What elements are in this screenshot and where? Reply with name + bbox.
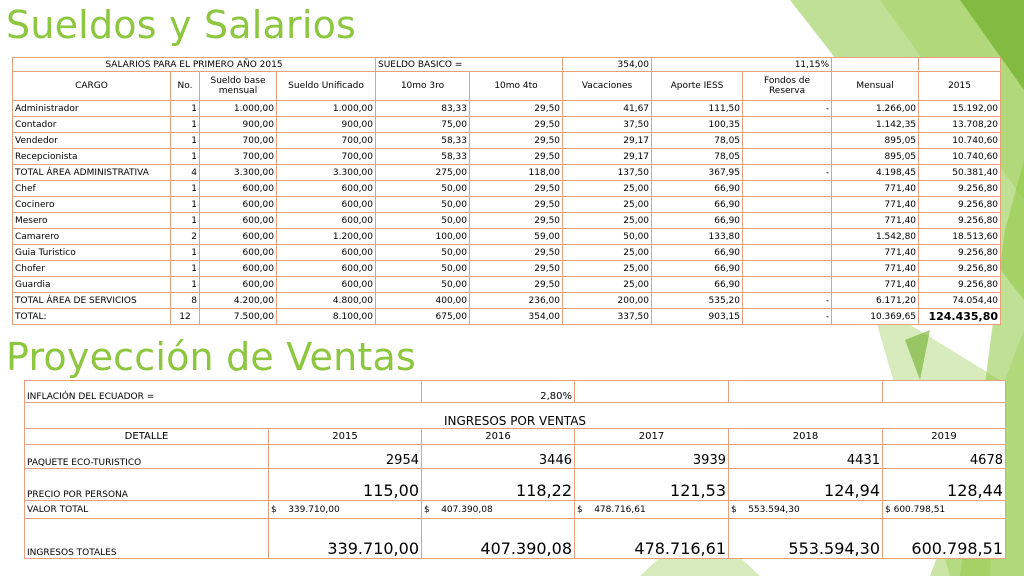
cell-sueldo-unificado: 600,00	[277, 181, 376, 197]
cell-no: 1	[171, 117, 200, 133]
precio-value: 118,22	[422, 469, 575, 501]
cell-aporte-iess: 66,90	[652, 181, 743, 197]
cell-fondos-reserva	[743, 229, 832, 245]
cell-10mo-4to: 29,50	[470, 261, 563, 277]
cell-sueldo-unificado: 600,00	[277, 245, 376, 261]
cell-sueldo-base: 600,00	[200, 245, 277, 261]
cell-10mo-3ro: 50,00	[376, 245, 470, 261]
cell-10mo-4to: 59,00	[470, 229, 563, 245]
cell-no: 12	[171, 309, 200, 325]
cell-10mo-3ro: 50,00	[376, 197, 470, 213]
cell-fondos-reserva: -	[743, 293, 832, 309]
valor-total-amount: 478.716,61	[594, 504, 646, 515]
header-sueldo-unificado: Sueldo Unificado	[277, 72, 376, 101]
cell-10mo-4to: 29,50	[470, 277, 563, 293]
cell-sueldo-base: 600,00	[200, 261, 277, 277]
cell-cargo: Mesero	[13, 213, 171, 229]
cell-cargo: Administrador	[13, 101, 171, 117]
valor-total-value	[269, 501, 422, 519]
cell-aporte-iess: 535,20	[652, 293, 743, 309]
salarios-table	[12, 57, 1001, 325]
cell-cargo: Contador	[13, 117, 171, 133]
cell-sueldo-base: 700,00	[200, 149, 277, 165]
precio-label: PRECIO POR PERSONA	[25, 469, 269, 501]
cell-anual-2015: 18.513,60	[919, 229, 1001, 245]
valor-total-value	[575, 501, 729, 519]
sueldo-basico-valor: 354,00	[563, 58, 652, 72]
empty-cell	[883, 381, 1006, 403]
header-10mo-3ro: 10mo 3ro	[376, 72, 470, 101]
header-10mo-4to: 10mo 4to	[470, 72, 563, 101]
cell-10mo-3ro: 100,00	[376, 229, 470, 245]
paquete-value: 4431	[729, 445, 883, 469]
salarios-row	[13, 149, 1001, 165]
valor-total-label: VALOR TOTAL	[25, 501, 269, 519]
cell-aporte-iess: 100,35	[652, 117, 743, 133]
cell-sueldo-base: 1.000,00	[200, 101, 277, 117]
cell-10mo-4to: 29,50	[470, 117, 563, 133]
header-2015: 2015	[919, 72, 1001, 101]
cell-mensual: 4.198,45	[832, 165, 919, 181]
cell-anual-2015: 10.740,60	[919, 149, 1001, 165]
ingresos-totales-value: 478.716,61	[575, 519, 729, 559]
cell-anual-2015: 15.192,00	[919, 101, 1001, 117]
cell-no: 1	[171, 181, 200, 197]
salarios-row	[13, 277, 1001, 293]
header-aporte-iess: Aporte IESS	[652, 72, 743, 101]
cell-cargo: Camarero	[13, 229, 171, 245]
cell-vacaciones: 25,00	[563, 197, 652, 213]
year-2016: 2016	[422, 429, 575, 445]
cell-sueldo-base: 600,00	[200, 229, 277, 245]
cell-vacaciones: 41,67	[563, 101, 652, 117]
cell-cargo: Guia Turistico	[13, 245, 171, 261]
cell-vacaciones: 50,00	[563, 229, 652, 245]
cell-vacaciones: 25,00	[563, 261, 652, 277]
cell-mensual: 771,40	[832, 213, 919, 229]
cell-cargo: Cocinero	[13, 197, 171, 213]
cell-anual-2015: 74.054,40	[919, 293, 1001, 309]
cell-mensual: 6.171,20	[832, 293, 919, 309]
cell-vacaciones: 200,00	[563, 293, 652, 309]
cell-mensual: 1.266,00	[832, 101, 919, 117]
cell-sueldo-unificado: 600,00	[277, 213, 376, 229]
header-vacaciones: Vacaciones	[563, 72, 652, 101]
cell-sueldo-unificado: 700,00	[277, 133, 376, 149]
cell-fondos-reserva	[743, 261, 832, 277]
cell-no: 1	[171, 261, 200, 277]
cell-10mo-3ro: 50,00	[376, 261, 470, 277]
sueldo-basico-label: SUELDO BASICO =	[376, 58, 563, 72]
inflacion-row	[25, 381, 1006, 403]
cell-sueldo-unificado: 1.200,00	[277, 229, 376, 245]
cell-mensual: 771,40	[832, 277, 919, 293]
cell-cargo: Guardia	[13, 277, 171, 293]
salarios-header-row	[13, 72, 1001, 101]
cell-vacaciones: 25,00	[563, 181, 652, 197]
cell-mensual: 771,40	[832, 261, 919, 277]
valor-total-row	[25, 501, 1006, 519]
cell-aporte-iess: 66,90	[652, 213, 743, 229]
cell-fondos-reserva: -	[743, 165, 832, 181]
header-sueldo-base: Sueldo base mensual	[200, 72, 277, 101]
cell-fondos-reserva	[743, 277, 832, 293]
cell-10mo-4to: 29,50	[470, 197, 563, 213]
cell-sueldo-base: 600,00	[200, 277, 277, 293]
cell-anual-2015: 13.708,20	[919, 117, 1001, 133]
valor-total-value	[422, 501, 575, 519]
cell-mensual: 771,40	[832, 181, 919, 197]
paquete-value: 2954	[269, 445, 422, 469]
cell-no: 1	[171, 149, 200, 165]
precio-value: 124,94	[729, 469, 883, 501]
cell-vacaciones: 25,00	[563, 213, 652, 229]
cell-sueldo-unificado: 600,00	[277, 261, 376, 277]
salarios-body	[13, 101, 1001, 325]
cell-anual-2015: 9.256,80	[919, 261, 1001, 277]
cell-vacaciones: 337,50	[563, 309, 652, 325]
cell-10mo-3ro: 58,33	[376, 149, 470, 165]
cell-10mo-4to: 29,50	[470, 101, 563, 117]
cell-mensual: 771,40	[832, 245, 919, 261]
cell-10mo-4to: 29,50	[470, 149, 563, 165]
precio-value: 128,44	[883, 469, 1006, 501]
cell-anual-2015: 9.256,80	[919, 277, 1001, 293]
cell-mensual: 1.142,35	[832, 117, 919, 133]
cell-no: 1	[171, 197, 200, 213]
cell-aporte-iess: 111,50	[652, 101, 743, 117]
cell-anual-2015: 9.256,80	[919, 197, 1001, 213]
salarios-row	[13, 197, 1001, 213]
currency-sign: $	[577, 504, 583, 515]
salarios-row	[13, 101, 1001, 117]
cell-sueldo-base: 600,00	[200, 181, 277, 197]
cell-10mo-3ro: 58,33	[376, 133, 470, 149]
empty-cell	[919, 58, 1001, 72]
salarios-top-row	[13, 58, 1001, 72]
ingresos-totales-value: 600.798,51	[883, 519, 1006, 559]
cell-sueldo-unificado: 700,00	[277, 149, 376, 165]
currency-sign: $	[424, 504, 430, 515]
cell-sueldo-base: 4.200,00	[200, 293, 277, 309]
cell-vacaciones: 29,17	[563, 149, 652, 165]
cell-aporte-iess: 78,05	[652, 149, 743, 165]
cell-fondos-reserva	[743, 117, 832, 133]
valor-total-amount: 407.390,08	[441, 504, 493, 515]
cell-anual-2015: 124.435,80	[919, 309, 1001, 325]
inflacion-valor: 2,80%	[422, 381, 575, 403]
cell-aporte-iess: 367,95	[652, 165, 743, 181]
ingresos-totales-value: 553.594,30	[729, 519, 883, 559]
cell-aporte-iess: 66,90	[652, 277, 743, 293]
cell-anual-2015: 9.256,80	[919, 213, 1001, 229]
year-2017: 2017	[575, 429, 729, 445]
valor-total-amount: 339.710,00	[288, 504, 340, 515]
precio-value: 115,00	[269, 469, 422, 501]
valor-total-amount: 600.798,51	[893, 504, 946, 515]
seccion-row	[25, 403, 1006, 429]
salarios-row	[13, 229, 1001, 245]
cell-cargo: Recepcionista	[13, 149, 171, 165]
detalle-label: DETALLE	[25, 429, 269, 445]
currency-sign: $	[885, 504, 891, 515]
cell-10mo-3ro: 50,00	[376, 213, 470, 229]
cell-sueldo-unificado: 8.100,00	[277, 309, 376, 325]
header-mensual: Mensual	[832, 72, 919, 101]
currency-sign: $	[731, 504, 737, 515]
cell-10mo-4to: 29,50	[470, 245, 563, 261]
cell-sueldo-unificado: 900,00	[277, 117, 376, 133]
cell-mensual: 895,05	[832, 149, 919, 165]
cell-no: 2	[171, 229, 200, 245]
cell-no: 4	[171, 165, 200, 181]
cell-10mo-3ro: 275,00	[376, 165, 470, 181]
cell-no: 8	[171, 293, 200, 309]
valor-total-value	[729, 501, 883, 519]
cell-vacaciones: 25,00	[563, 277, 652, 293]
cell-fondos-reserva	[743, 133, 832, 149]
periodo-cell: SALARIOS PARA EL PRIMERO AÑO 2015	[13, 58, 376, 72]
cell-10mo-4to: 29,50	[470, 213, 563, 229]
cell-10mo-4to: 354,00	[470, 309, 563, 325]
cell-aporte-iess: 133,80	[652, 229, 743, 245]
currency-sign: $	[271, 504, 277, 515]
cell-sueldo-unificado: 4.800,00	[277, 293, 376, 309]
cell-10mo-4to: 118,00	[470, 165, 563, 181]
cell-no: 1	[171, 101, 200, 117]
ingresos-por-ventas-heading: INGRESOS POR VENTAS	[25, 403, 1006, 429]
paquete-value: 3446	[422, 445, 575, 469]
ingresos-totales-value: 407.390,08	[422, 519, 575, 559]
paquete-value: 4678	[883, 445, 1006, 469]
cell-cargo: Vendedor	[13, 133, 171, 149]
cell-10mo-4to: 29,50	[470, 181, 563, 197]
cell-mensual: 771,40	[832, 197, 919, 213]
cell-aporte-iess: 78,05	[652, 133, 743, 149]
cell-fondos-reserva	[743, 197, 832, 213]
cell-vacaciones: 25,00	[563, 245, 652, 261]
ingresos-totales-row	[25, 519, 1006, 559]
title-proyeccion-ventas: Proyección de Ventas	[6, 335, 416, 379]
cell-no: 1	[171, 277, 200, 293]
empty-cell	[575, 381, 729, 403]
detalle-row	[25, 429, 1006, 445]
cell-fondos-reserva	[743, 245, 832, 261]
title-sueldos-salarios: Sueldos y Salarios	[6, 3, 357, 47]
cell-10mo-4to: 29,50	[470, 133, 563, 149]
cell-aporte-iess: 66,90	[652, 245, 743, 261]
cell-10mo-3ro: 75,00	[376, 117, 470, 133]
cell-aporte-iess: 66,90	[652, 261, 743, 277]
empty-cell	[729, 381, 883, 403]
cell-sueldo-base: 700,00	[200, 133, 277, 149]
cell-10mo-3ro: 400,00	[376, 293, 470, 309]
porcentaje-cell: 11,15%	[652, 58, 832, 72]
cell-fondos-reserva	[743, 213, 832, 229]
cell-sueldo-base: 3.300,00	[200, 165, 277, 181]
cell-10mo-3ro: 50,00	[376, 277, 470, 293]
salarios-row	[13, 309, 1001, 325]
cell-sueldo-unificado: 1.000,00	[277, 101, 376, 117]
cell-cargo: Chef	[13, 181, 171, 197]
valor-total-amount: 553.594,30	[748, 504, 800, 515]
paquete-label: PAQUETE ECO-TURISTICO	[25, 445, 269, 469]
cell-no: 1	[171, 213, 200, 229]
ingresos-totales-value: 339.710,00	[269, 519, 422, 559]
salarios-row	[13, 293, 1001, 309]
salarios-row	[13, 213, 1001, 229]
year-2015: 2015	[269, 429, 422, 445]
cell-sueldo-unificado: 600,00	[277, 277, 376, 293]
paquete-row	[25, 445, 1006, 469]
cell-vacaciones: 37,50	[563, 117, 652, 133]
salarios-row	[13, 261, 1001, 277]
year-2018: 2018	[729, 429, 883, 445]
cell-anual-2015: 9.256,80	[919, 245, 1001, 261]
cell-no: 1	[171, 133, 200, 149]
valor-total-value	[883, 501, 1006, 519]
cell-sueldo-unificado: 3.300,00	[277, 165, 376, 181]
cell-aporte-iess: 903,15	[652, 309, 743, 325]
paquete-value: 3939	[575, 445, 729, 469]
header-fondos-reserva: Fondos de Reserva	[743, 72, 832, 101]
cell-mensual: 895,05	[832, 133, 919, 149]
precio-row	[25, 469, 1006, 501]
year-2019: 2019	[883, 429, 1006, 445]
salarios-row	[13, 245, 1001, 261]
precio-value: 121,53	[575, 469, 729, 501]
cell-cargo: Chofer	[13, 261, 171, 277]
inflacion-label: INFLACIÓN DEL ECUADOR =	[25, 381, 422, 403]
cell-fondos-reserva: -	[743, 309, 832, 325]
ingresos-totales-label: INGRESOS TOTALES	[25, 519, 269, 559]
ventas-table	[24, 380, 1006, 559]
salarios-row	[13, 133, 1001, 149]
salarios-row	[13, 165, 1001, 181]
cell-fondos-reserva: -	[743, 101, 832, 117]
cell-fondos-reserva	[743, 149, 832, 165]
cell-anual-2015: 10.740,60	[919, 133, 1001, 149]
salarios-row	[13, 181, 1001, 197]
cell-sueldo-base: 900,00	[200, 117, 277, 133]
header-cargo: CARGO	[13, 72, 171, 101]
cell-fondos-reserva	[743, 181, 832, 197]
cell-10mo-3ro: 675,00	[376, 309, 470, 325]
cell-mensual: 10.369,65	[832, 309, 919, 325]
cell-anual-2015: 9.256,80	[919, 181, 1001, 197]
cell-10mo-3ro: 83,33	[376, 101, 470, 117]
cell-vacaciones: 137,50	[563, 165, 652, 181]
salarios-row	[13, 117, 1001, 133]
cell-10mo-4to: 236,00	[470, 293, 563, 309]
cell-aporte-iess: 66,90	[652, 197, 743, 213]
cell-sueldo-base: 7.500,00	[200, 309, 277, 325]
cell-cargo: TOTAL ÁREA ADMINISTRATIVA	[13, 165, 171, 181]
cell-vacaciones: 29,17	[563, 133, 652, 149]
cell-sueldo-unificado: 600,00	[277, 197, 376, 213]
cell-sueldo-base: 600,00	[200, 213, 277, 229]
cell-cargo: TOTAL:	[13, 309, 171, 325]
header-no: No.	[171, 72, 200, 101]
empty-cell	[832, 58, 919, 72]
cell-cargo: TOTAL ÁREA DE SERVICIOS	[13, 293, 171, 309]
cell-anual-2015: 50.381,40	[919, 165, 1001, 181]
cell-mensual: 1.542,80	[832, 229, 919, 245]
cell-10mo-3ro: 50,00	[376, 181, 470, 197]
cell-no: 1	[171, 245, 200, 261]
cell-sueldo-base: 600,00	[200, 197, 277, 213]
